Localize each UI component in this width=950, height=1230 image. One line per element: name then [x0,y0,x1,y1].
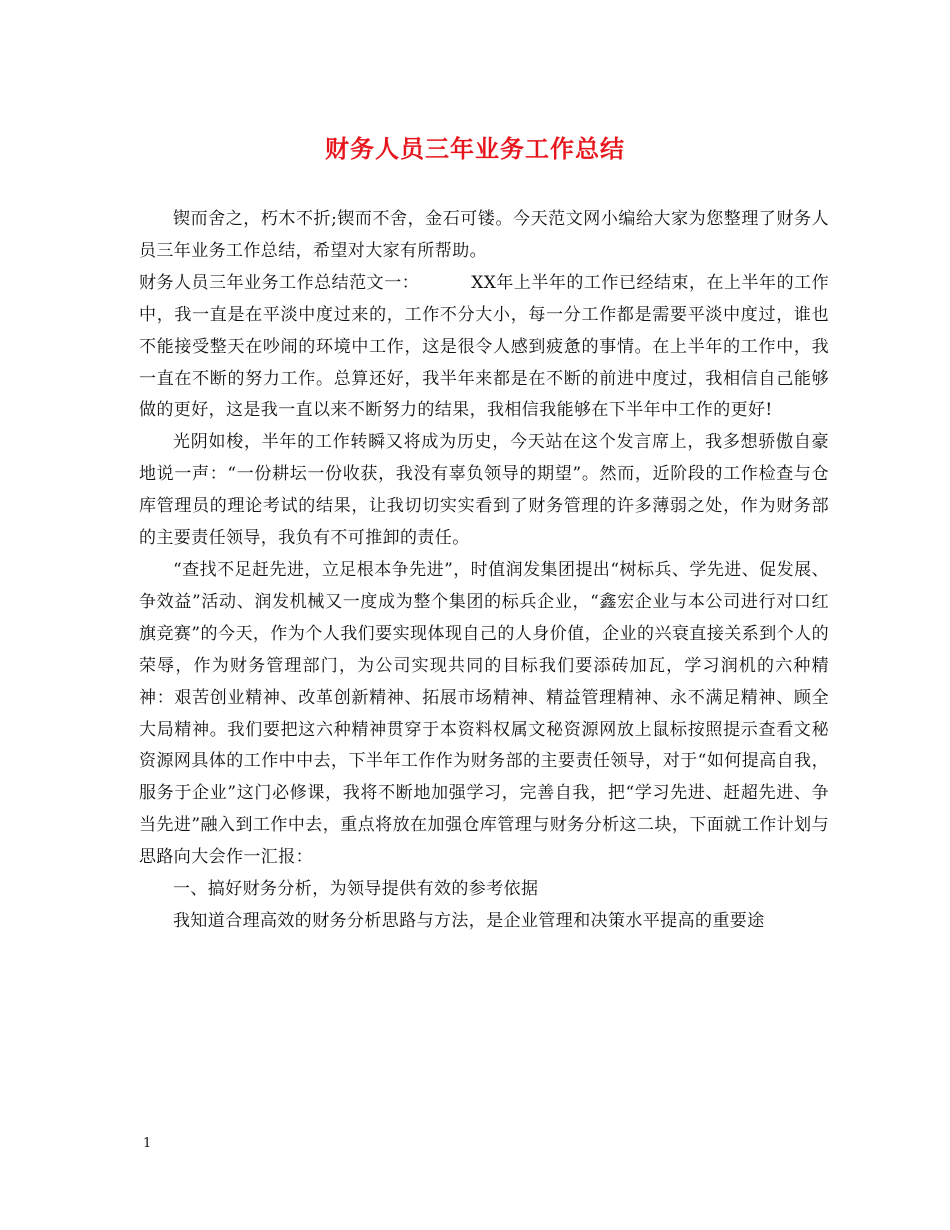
page-number: 1 [143,1136,152,1151]
paragraph-1: XX年上半年的工作已经结束，在上半年的工作中，我一直是在平淡中度过来的，工作不分大小，每一分工作都是需要平淡中度过，谁也不能接受整天在吵闹的环境中工作，这是很令人感到疲惫的事情。在上半年的工作中，我一直在不断的努力工作。总算还好，我半年来都是在不断的前进中度过，我相信自己能够做的更好，这是我一直以来不断努力的结果，我相信我能够在下半年中工作的更好! [139,272,830,421]
paragraph-4: 我知道合理高效的财务分析思路与方法，是企业管理和决策水平提高的重要途 [173,910,765,931]
sample-heading: 财务人员三年业务工作总结范文一： [139,272,420,293]
section-heading: 一、搞好财务分析，为领导提供有效的参考依据 [173,879,539,900]
sample-paragraph [139,268,829,428]
paragraph-3: “查找不足赶先进，立足根本争先进”，时值润发集团提出“树标兵、学先进、促发展、争效益”活动、润发机械又一度成为整个集团的标兵企业，“鑫宏企业与本公司进行对口红旗竞赛”的今天，作为个人我们要实现体现自己的人身价值，企业的兴衰直接关系到个人的荣辱，作为财务管理部门，为公司实现共同的目标我们要添砖加瓦，学习润机的六种精神：艰苦创业精神、改革创新精神、拓展市场精神、精益管理精神、永不满足精神、顾全大局精神。我们要把这六种精神贯穿于本资料权属文秘资源网放上鼠标按照提示查看文秘资源网具体的工作中中去，下半年工作作为财务部的主要责任领导，对于“如何提高自我，服务于企业”这门必修课，我将不断地加强学习，完善自我，把“学习先进、赶超先进、争当先进”融入到工作中去，重点将放在加强仓库管理与财务分析这二块，下面就工作计划与思路向大会作一汇报： [139,559,829,868]
intro-paragraph: 锲而舍之，朽木不折;锲而不舍，金石可镂。今天范文网小编给大家为您整理了财务人员三年业务工作总结，希望对大家有所帮助。 [139,209,829,261]
paragraph-2: 光阴如梭，半年的工作转瞬又将成为历史，今天站在这个发言席上，我多想骄傲自豪地说一声：“一份耕坛一份收获，我没有辜负领导的期望”。然而，近阶段的工作检查与仓库管理员的理论考试的结果，让我切切实实看到了财务管理的许多薄弱之处，作为财务部的主要责任领导，我负有不可推卸的责任。 [139,432,829,549]
document-title: 财务人员三年业务工作总结 [325,134,625,163]
document-body [139,204,829,938]
